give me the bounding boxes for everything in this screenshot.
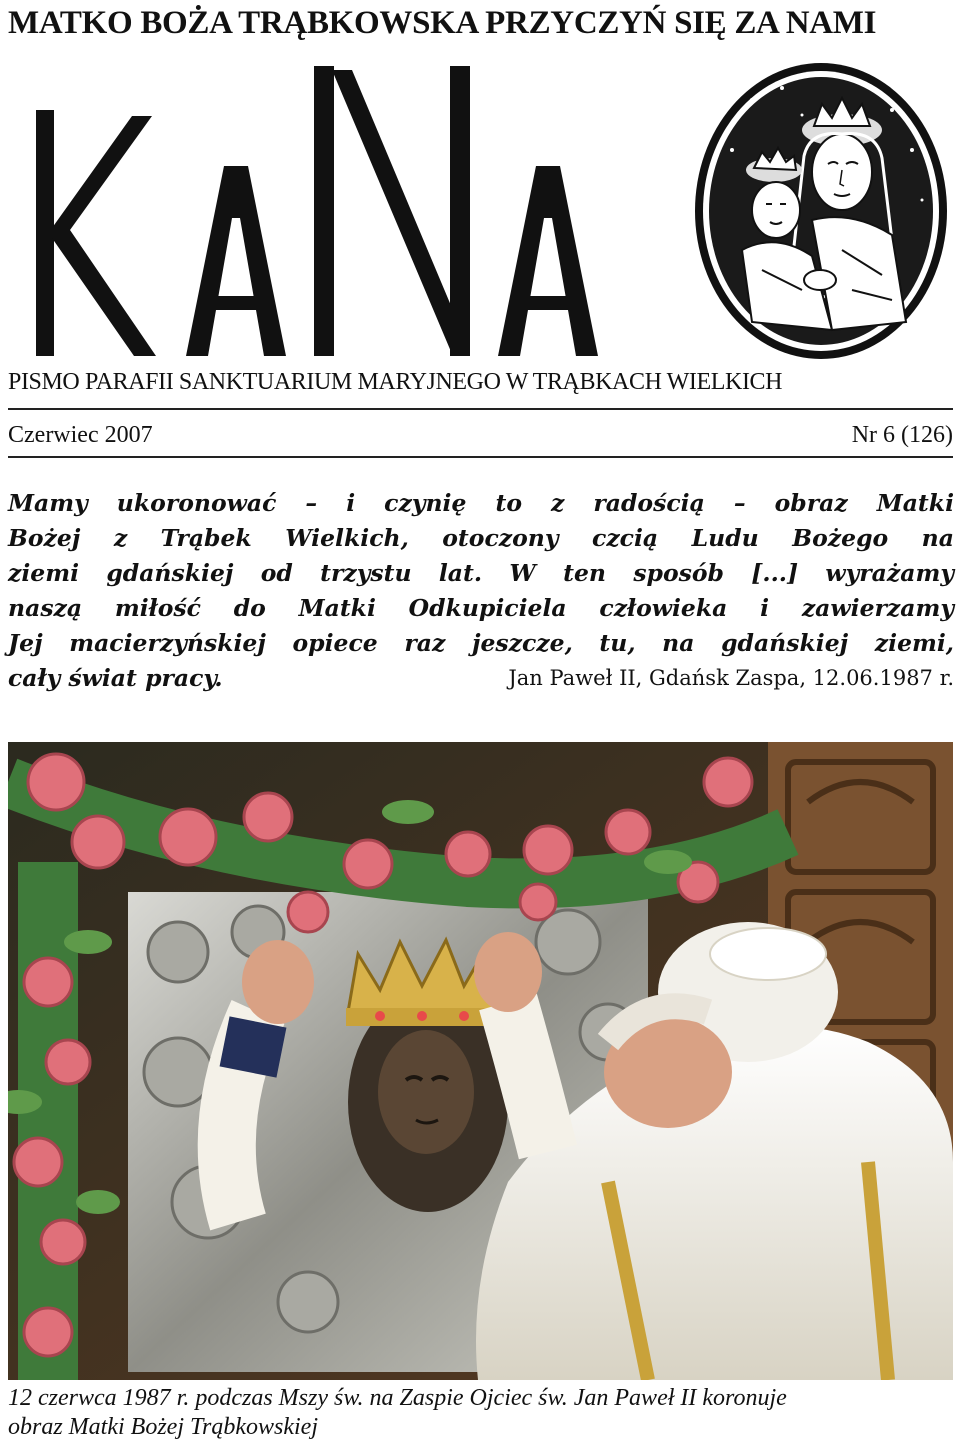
quote-line: cały świat pracy. [8, 664, 223, 692]
quote-line: Jej macierzyńskiej opiece raz jeszcze, tu, na gdańskiej ziemi, [8, 629, 954, 657]
quote-line: Mamy ukoronować – i czynię to z radością – obraz Matki [8, 489, 954, 517]
madonna-engraving [692, 60, 950, 362]
prayer-header: MATKO BOŻA TRĄBKOWSKA PRZYCZYŃ SIĘ ZA NAMI [8, 5, 877, 41]
quote-line: Bożej z Trąbek Wielkich, otoczony czcią Ludu Bożego na [8, 524, 954, 552]
quote-line: naszą miłość do Matki Odkupiciela człowieka i zawierzamy [8, 594, 954, 622]
quote-attribution: Jan Paweł II, Gdańsk Zaspa, 12.06.1987 r. [508, 666, 954, 690]
kana-logo [36, 58, 636, 363]
caption-line: 12 czerwca 1987 r. podczas Mszy św. na Zaspie Ojciec św. Jan Paweł II koronuje [8, 1385, 787, 1411]
divider-bottom [8, 456, 953, 458]
divider-top [8, 408, 953, 410]
caption-line: obraz Matki Bożej Trąbkowskiej [8, 1414, 318, 1440]
coronation-scene [8, 742, 953, 1380]
publication-subtitle: PISMO PARAFII SANKTUARIUM MARYJNEGO W TRĄBKACH WIELKICH [8, 369, 783, 395]
quote-line: ziemi gdańskiej od trzystu lat. W ten sposób [...] wyrażamy [8, 559, 954, 587]
papal-quote [8, 486, 954, 696]
issue-date: Czerwiec 2007 [8, 422, 153, 448]
kana-logo-letters [36, 58, 636, 363]
photo-caption [8, 1384, 954, 1442]
coronation-photo [8, 742, 953, 1380]
issue-number: Nr 6 (126) [851, 422, 953, 448]
quote-last-line [8, 661, 954, 696]
issue-info [8, 420, 953, 450]
madonna-medallion-image [692, 60, 950, 362]
